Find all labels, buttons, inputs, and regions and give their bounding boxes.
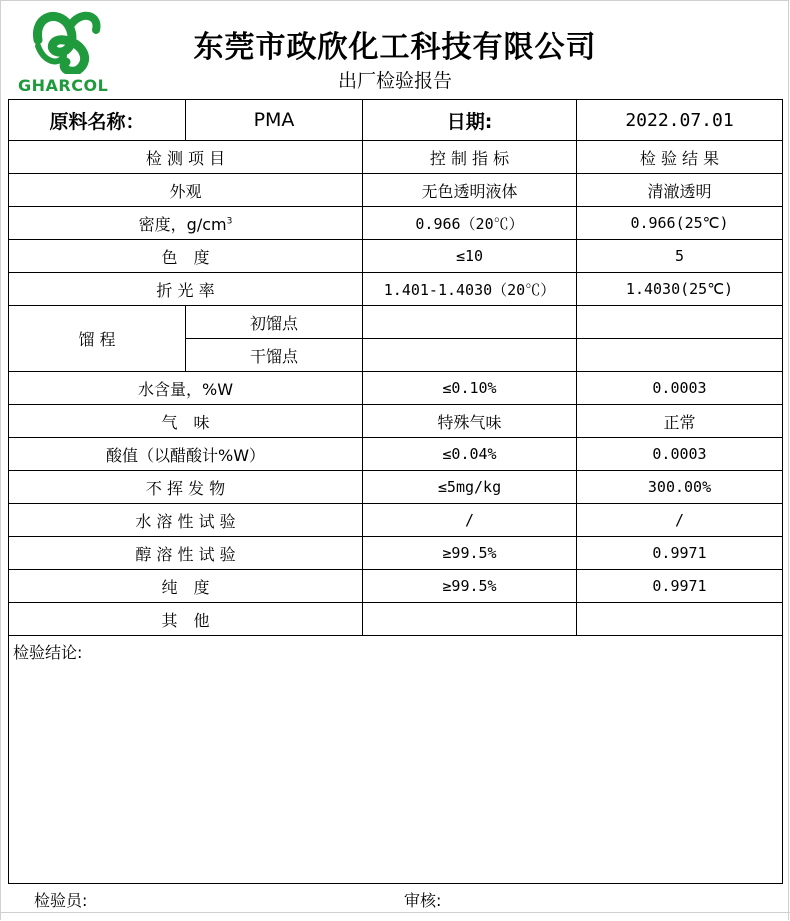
table-row	[9, 240, 783, 273]
row-result: 0.966(25℃)	[577, 207, 783, 240]
row-result: 1.4030(25℃)	[577, 273, 783, 306]
reviewer-label: 审核:	[404, 891, 442, 910]
row-result: 0.0003	[577, 438, 783, 471]
row-item: 干馏点	[186, 339, 363, 372]
row-result: 清澈透明	[577, 174, 783, 207]
row-spec: 特殊气味	[363, 405, 577, 438]
row-result: 300.00%	[577, 471, 783, 504]
col-header-item: 检 测 项 目	[9, 141, 363, 174]
divider	[0, 912, 790, 913]
row-result	[577, 306, 783, 339]
info-row	[9, 100, 783, 141]
row-item: 水 溶 性 试 验	[9, 504, 363, 537]
row-item-text: 密度，g/cm	[138, 214, 227, 234]
table-row	[9, 471, 783, 504]
row-item-superscript: 3	[226, 216, 233, 227]
row-item: 水含量，%W	[9, 372, 363, 405]
table-row	[9, 405, 783, 438]
row-result: 0.9971	[577, 570, 783, 603]
row-result: /	[577, 504, 783, 537]
col-header-result: 检 验 结 果	[577, 141, 783, 174]
conclusion-row	[9, 636, 783, 884]
row-item: 酸值（以醋酸计%W）	[9, 438, 363, 471]
material-label: 原料名称：	[9, 100, 186, 141]
row-item: 其 他	[9, 603, 363, 636]
distillation-label: 馏 程	[9, 306, 186, 372]
report-title: 出厂检验报告	[337, 70, 452, 92]
row-item: 纯 度	[9, 570, 363, 603]
table-row	[9, 207, 783, 240]
row-item: 初馏点	[186, 306, 363, 339]
row-item: 醇 溶 性 试 验	[9, 537, 363, 570]
row-result	[577, 603, 783, 636]
row-item: 气 味	[9, 405, 363, 438]
table-row	[9, 603, 783, 636]
material-value: PMA	[186, 100, 363, 141]
row-spec	[363, 603, 577, 636]
inspector-label: 检验员:	[34, 891, 88, 910]
table-row	[9, 504, 783, 537]
row-item: 折 光 率	[9, 273, 363, 306]
table-row	[9, 372, 783, 405]
date-label: 日期:	[363, 100, 577, 141]
row-spec: ≤10	[363, 240, 577, 273]
row-result: 0.0003	[577, 372, 783, 405]
table-row	[9, 306, 783, 339]
table-row	[9, 537, 783, 570]
row-spec: ≤5mg/kg	[363, 471, 577, 504]
row-result: 正常	[577, 405, 783, 438]
row-result: 5	[577, 240, 783, 273]
table-row	[9, 273, 783, 306]
row-result: 0.9971	[577, 537, 783, 570]
company-name: 东莞市政欣化工科技有限公司	[193, 30, 597, 65]
conclusion-label: 检验结论:	[9, 636, 783, 884]
row-result	[577, 339, 783, 372]
table-row	[9, 174, 783, 207]
row-item: 不 挥 发 物	[9, 471, 363, 504]
row-spec: ≥99.5%	[363, 537, 577, 570]
date-value: 2022.07.01	[577, 100, 783, 141]
row-spec: ≤0.10%	[363, 372, 577, 405]
row-item: 外观	[9, 174, 363, 207]
table-row	[9, 438, 783, 471]
row-spec	[363, 339, 577, 372]
row-spec: ≥99.5%	[363, 570, 577, 603]
row-spec: 0.966（20℃）	[363, 207, 577, 240]
row-item: 色 度	[9, 240, 363, 273]
col-header-spec: 控 制 指 标	[363, 141, 577, 174]
row-spec: 无色透明液体	[363, 174, 577, 207]
row-spec	[363, 306, 577, 339]
row-spec: 1.401-1.4030（20℃）	[363, 273, 577, 306]
row-spec: ≤0.04%	[363, 438, 577, 471]
table-row	[9, 570, 783, 603]
row-spec: /	[363, 504, 577, 537]
logo-text: GHARCOL	[18, 76, 109, 95]
row-item	[9, 207, 363, 240]
column-header-row	[9, 141, 783, 174]
inspection-table	[8, 99, 783, 884]
